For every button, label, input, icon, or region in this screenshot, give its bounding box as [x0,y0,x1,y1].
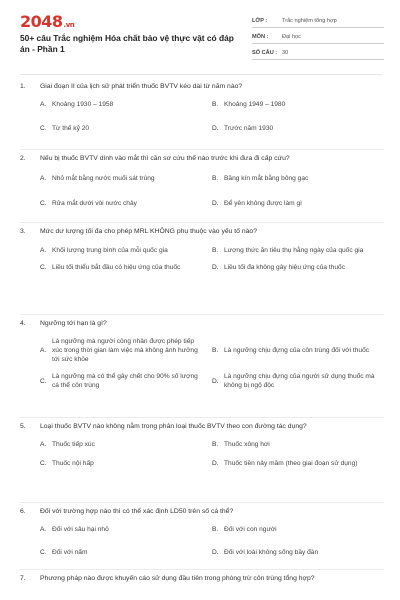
question-stem [20,78,384,91]
question-number: 2. [20,155,26,162]
option-text: Là ngưỡng chịu đựng của côn trùng đối với thuốc [224,347,370,354]
option-a[interactable] [40,525,212,534]
logo-text: 2048 [20,12,63,31]
question-item [20,570,384,583]
option-a[interactable] [40,246,212,255]
option-letter: C. [40,460,47,467]
option-letter: D. [212,264,219,271]
option-letter: D. [212,200,219,207]
option-a[interactable] [40,174,212,183]
option-b[interactable] [212,174,384,183]
options-grid [20,174,384,208]
question-number: 3. [20,228,26,235]
option-c[interactable] [40,124,212,133]
option-letter: B. [212,247,219,254]
option-letter: B. [212,441,219,448]
meta-value: Trắc nghiệm tổng hợp [282,18,337,24]
option-c[interactable] [40,548,212,557]
option-letter: C. [40,377,47,385]
header-divider [20,74,382,75]
meta-key: LỚP : [252,18,268,24]
logo-suffix: .vn [63,21,75,29]
option-c[interactable] [40,263,212,272]
option-letter: A. [40,347,47,354]
question-text: Đối với trường hợp nào thì có thể xác định LD50 trên số cá thể? [40,508,234,515]
option-d[interactable] [212,124,384,133]
options-grid [20,525,384,557]
option-text: Thuốc tiền nảy mầm (theo giai đoạn sử dụng) [224,460,358,467]
options-grid [20,337,384,390]
option-c[interactable] [40,459,212,468]
option-d[interactable] [212,263,384,272]
question-stem [20,418,384,431]
option-d[interactable] [212,548,384,557]
question-item [20,223,384,315]
meta-value: Đại học [282,34,301,40]
option-text: Liều tối đa không gây hiệu ứng của thuốc [224,264,345,271]
question-stem [20,150,384,163]
option-text: Khối lượng trung bình của mỗi quốc gia [52,247,168,254]
question-number: 1. [20,83,26,90]
options-grid [20,100,384,133]
option-text: Băng kín mắt bằng bông gạc [224,175,309,182]
option-letter: B. [212,347,219,354]
options-grid [20,246,384,272]
question-list [0,78,400,583]
option-text: Là ngưỡng mà người công nhân được phép tiếp xúc trong thời gian làm việc mà không ảnh hưởng tới sức khỏe [52,338,198,363]
options-grid [20,440,384,468]
question-stem [20,503,384,516]
option-text: Để yên không được làm gì [224,200,303,207]
question-text: Giai đoạn II của lịch sử phát triển thuốc BVTV kéo dài từ năm nào? [40,83,243,90]
meta-value: 30 [282,50,289,56]
option-letter: B. [212,101,219,108]
option-text: Liều tối thiểu bắt đầu có hiệu ứng của thuốc [52,264,181,271]
option-d[interactable] [212,199,384,208]
option-text: Là ngưỡng mà có thể gây chết cho 90% số lượng cá thể côn trùng [52,373,198,389]
option-letter: D. [212,549,219,556]
option-c[interactable] [40,372,212,390]
option-d[interactable] [212,459,384,468]
question-text: Loại thuốc BVTV nào không nằm trong phân loại thuốc BVTV theo con đường tác dụng? [40,423,307,430]
option-a[interactable] [40,440,212,449]
question-number: 4. [20,320,26,327]
option-letter: C. [40,264,47,271]
meta-box [252,13,384,61]
option-letter: B. [212,175,219,182]
option-letter: A. [40,101,47,108]
option-letter: A. [40,441,47,448]
option-text: Đối với nấm [52,549,88,556]
meta-row-subject [252,29,384,44]
option-text: Lượng thức ăn tiêu thụ hằng ngày của quốc gia [224,247,364,254]
option-text: Trước năm 1930 [224,125,274,132]
option-letter: A. [40,526,47,533]
question-stem [20,570,384,583]
option-letter: C. [40,200,47,207]
question-item [20,78,384,150]
question-stem [20,315,384,328]
question-number: 5. [20,423,26,430]
option-text: Nhỏ mắt bằng nước muối sát trùng [52,175,155,182]
option-b[interactable] [212,440,384,449]
option-b[interactable] [212,100,384,109]
question-text: Mức dư lượng tối đa cho phép MRL KHÔNG phụ thuộc vào yếu tố nào? [40,228,257,235]
option-text: Khoảng 1949 – 1980 [224,101,286,108]
option-a[interactable] [40,337,212,364]
option-a[interactable] [40,100,212,109]
option-letter: C. [40,549,47,556]
option-d[interactable] [212,372,384,390]
page-header [0,0,400,70]
option-text: Từ thế kỷ 20 [52,125,90,132]
option-text: Là ngưỡng chịu đựng của người sử dụng thuốc mà không bị ngộ độc [224,373,375,389]
option-text: Thuốc nội hấp [52,460,94,467]
option-letter: D. [212,125,219,132]
option-letter: A. [40,175,47,182]
question-text: Phương pháp nào được khuyến cáo sử dụng đầu tiên trong phòng trừ côn trùng tổng hợp? [40,575,315,582]
meta-row-class [252,13,384,28]
site-logo[interactable] [20,12,74,31]
option-letter: A. [40,247,47,254]
option-letter: D. [212,460,219,467]
question-text: Nếu bị thuốc BVTV dính vào mắt thì cần sơ cứu thế nào trước khi đưa đi cấp cứu? [40,155,290,162]
option-text: Thuốc tiếp xúc [52,441,95,448]
option-text: Đối với sâu hại nhỏ [52,526,109,533]
option-letter: C. [40,125,47,132]
option-text: Rửa mắt dưới vòi nước chảy [52,200,137,207]
question-item [20,150,384,223]
option-text: Đối với con người [224,526,277,533]
option-b[interactable] [212,337,384,364]
meta-row-count [252,45,384,60]
question-text: Ngưỡng tới hạn là gì? [40,320,107,327]
question-item [20,315,384,418]
page-title: 50+ câu Trắc nghiệm Hóa chất bảo vệ thực vật có đáp án - Phần 1 [20,33,234,54]
question-stem [20,223,384,236]
question-item [20,418,384,503]
option-letter: D. [212,377,219,385]
option-text: Khoảng 1930 – 1958 [52,101,114,108]
option-b[interactable] [212,525,384,534]
question-number: 7. [20,575,26,582]
option-b[interactable] [212,246,384,255]
meta-key: SỐ CÂU : [252,50,278,56]
option-c[interactable] [40,199,212,208]
question-item [20,503,384,570]
option-text: Đối với loài không sống bầy đàn [224,549,319,556]
option-text: Thuốc xông hơi [224,441,270,448]
option-letter: B. [212,526,219,533]
meta-key: MÔN : [252,34,269,40]
question-number: 6. [20,508,26,515]
